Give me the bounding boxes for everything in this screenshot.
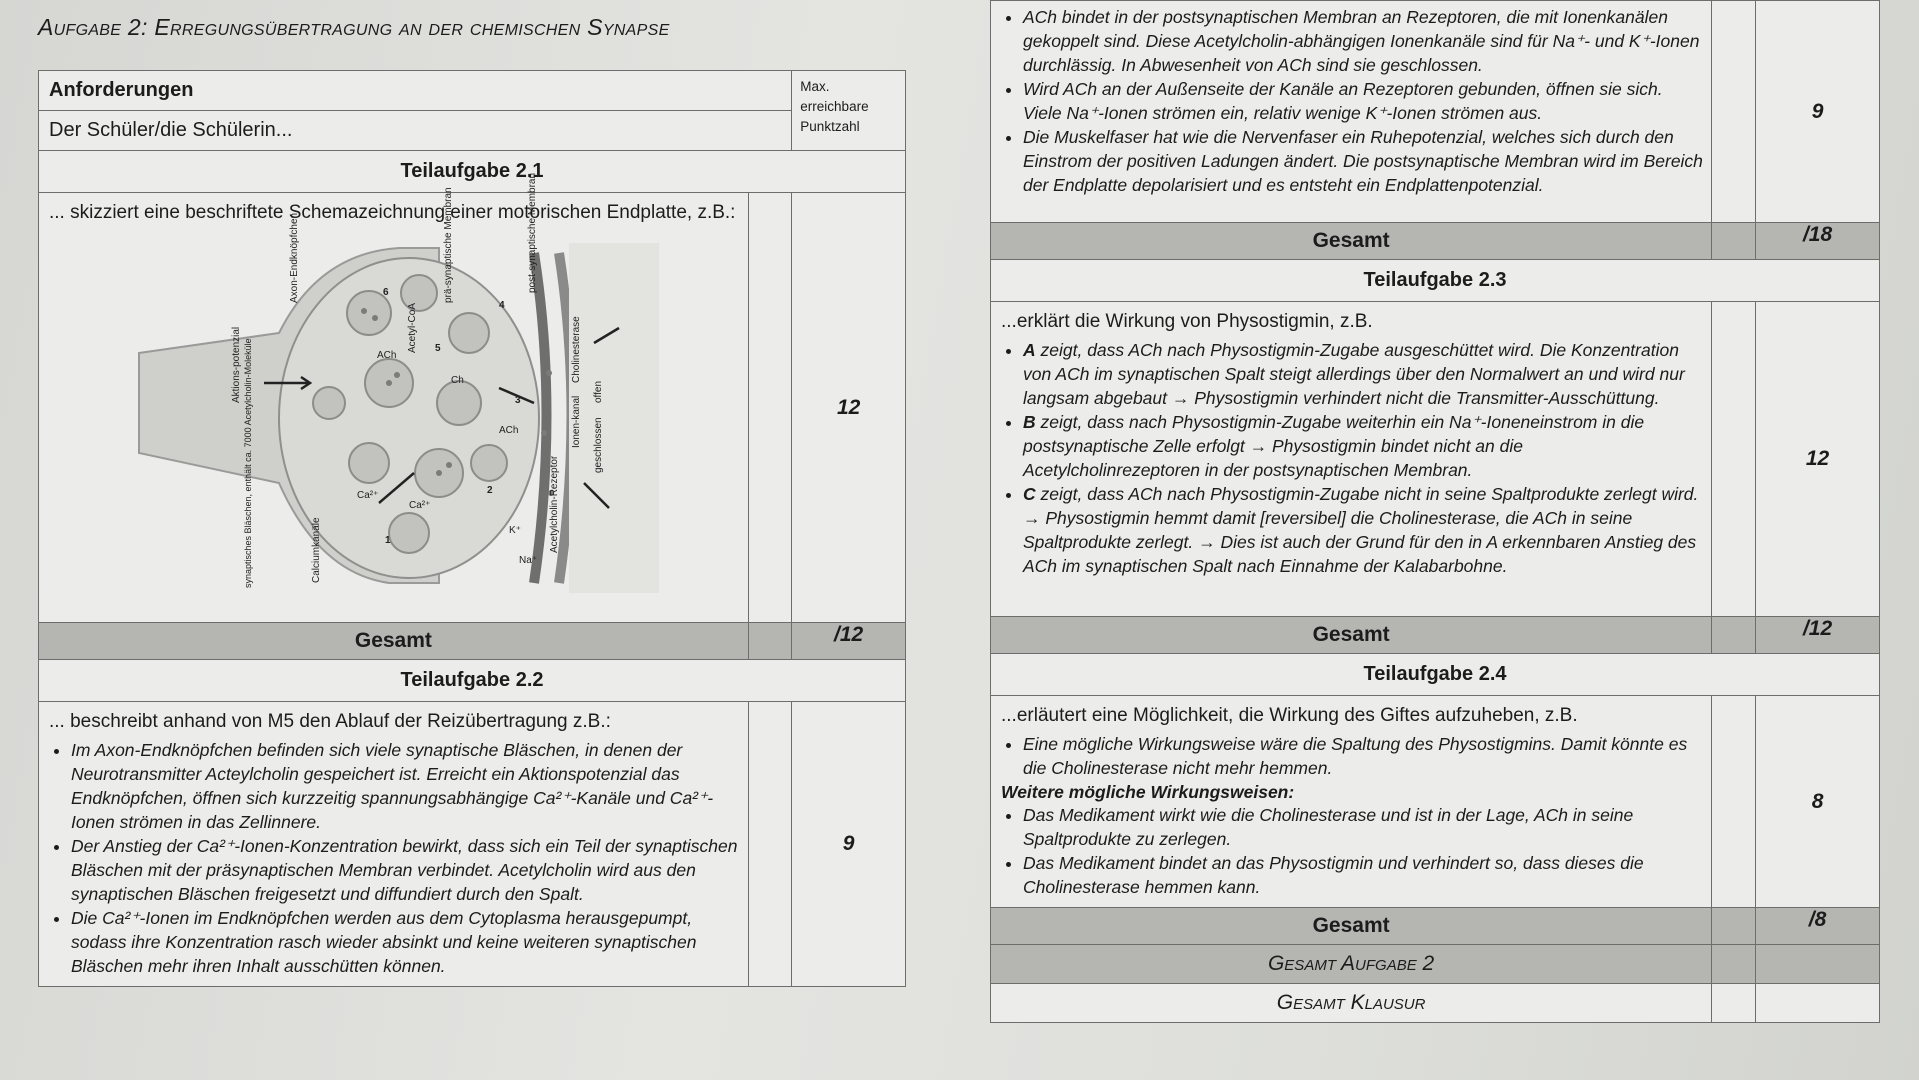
t24-intro: ...erläutert eine Möglichkeit, die Wirkung des Giftes aufzuheben, z.B. xyxy=(1001,705,1578,726)
marker-5: 5 xyxy=(435,343,441,354)
t22-item: • Der Anstieg der Ca²⁺-Ionen-Konzentration bewirkt, dass sich ein Teil der synaptischen Bläschen mit der präsynaptischen Membran verbindet. Acetylcholin wird aus den synaptischen Bläschen freigesetzt und diffundiert durch den Spalt. xyxy=(71,834,740,906)
label-praesynaptisch: prä-synaptische Membran xyxy=(443,187,454,303)
t22-gesamt: Gesamt xyxy=(991,223,1712,260)
page-title: Aufgabe 2: Erregungsübertragung an der chemischen Synapse xyxy=(38,14,670,40)
t22-list xyxy=(39,738,748,986)
t23-intro: ...erklärt die Wirkung von Physostigmin, z.B. xyxy=(1001,311,1373,332)
label-ch: Ch xyxy=(451,375,464,386)
label-k: K⁺ xyxy=(509,525,521,536)
t24-score: /8 xyxy=(1756,908,1880,945)
t22-right-item: • ACh bindet in der postsynaptischen Membran an Rezeptoren, die mit Ionenkanälen gekoppelt sind. Diese Acetylcholin-abhängigen Ionenkanäle sind für Na⁺- und K⁺-Ionen durchlässig. In Abwesenheit von ACh sind sie geschlossen. xyxy=(1023,5,1703,77)
t23-gesamt: Gesamt xyxy=(991,617,1712,654)
t23-item: • C zeigt, dass ACh nach Physostigmin-Zugabe nicht in seine Spaltprodukte zerlegt wird. → Physostigmin hemmt damit [reversibel] die Cholinesterase, die ACh in seine Spaltprodukte zerlegt. → Dies ist auch der Grund für den in A erkennbaren Anstieg des ACh im synaptischen Spalt nach Einnahme der Kalabarbohne. xyxy=(1023,482,1703,578)
label-vesicle: synaptisches Bläschen, enthält ca. 7000 Acetylcholin-Moleküle xyxy=(243,338,253,588)
label-ca-1: Ca²⁺ xyxy=(357,490,379,501)
t21-spacer xyxy=(748,193,792,623)
label-acetylcoa: Acetyl-CoA xyxy=(407,302,418,353)
label-ionenkanal: Ionen-kanal xyxy=(571,395,582,448)
label-ca-2: Ca²⁺ xyxy=(409,500,431,511)
t23-list xyxy=(991,338,1711,586)
label-aktionspotenzial: Aktions-potenzial xyxy=(231,326,242,403)
t24-points: 8 xyxy=(1756,696,1880,908)
t24-item: • Das Medikament bindet an das Physostigmin und verhindert so, dass dieses die Cholinesterase hemmen kann. xyxy=(1023,851,1703,899)
label-na: Na⁺ xyxy=(519,555,538,566)
t22-points-left: 9 xyxy=(792,702,906,987)
t22-spacer xyxy=(748,702,792,987)
t21-intro: ... skizziert eine beschriftete Schemazeichnung einer motorischen Endplatte, z.B.: xyxy=(49,202,736,223)
marker-3: 3 xyxy=(515,395,521,406)
t21-score: /12 xyxy=(792,623,906,660)
teilaufgabe-2-4-heading: Teilaufgabe 2.4 xyxy=(991,654,1880,696)
right-grading-table xyxy=(990,0,1880,1023)
t22-continued xyxy=(991,1,1712,223)
label-ach-1: ACh xyxy=(377,350,397,361)
t22-item: • Im Axon-Endknöpfchen befinden sich viele synaptische Bläschen, in denen der Neurotransmitter Acteylcholin gespeichert ist. Erreicht ein Aktionspotenzial das Endknöpfchen, öffnen sich kurzzeitig spannungsabhängige Ca²⁺-Kanäle und Ca²⁺-Ionen strömen in das Zellinnere. xyxy=(71,738,740,834)
t23-content xyxy=(991,302,1712,617)
t24-item: • Eine mögliche Wirkungsweise wäre die Spaltung des Physostigmins. Damit könnte es die Cholinesterase nicht mehr hemmen. xyxy=(1023,732,1703,780)
t24-list-1 xyxy=(991,732,1711,782)
marker-2: 2 xyxy=(487,485,493,496)
label-offen: offen xyxy=(593,380,604,403)
label-ach-2: ACh xyxy=(499,425,519,436)
gesamt-aufgabe-2: Gesamt Aufgabe 2 xyxy=(991,945,1712,984)
t23-score: /12 xyxy=(1756,617,1880,654)
t23-item: • A zeigt, dass ACh nach Physostigmin-Zugabe ausgeschüttet wird. Die Konzentration von ACh im synaptischen Spalt steigt allerdings über den Normalwert an und wird nur langsam abgebaut → Physostigmin verhindert nicht die Transmitter-Ausschüttung. xyxy=(1023,338,1703,410)
t24-more-heading: Weitere mögliche Wirkungsweisen: xyxy=(1001,782,1295,802)
t21-points: 12 xyxy=(792,193,906,623)
t22-score: /18 xyxy=(1756,223,1880,260)
t22-right-item: • Wird ACh an der Außenseite der Kanäle an Rezeptoren gebunden, öffnen sie sich. Viele Na⁺-Ionen strömen ein, relativ wenige K⁺-Ionen strömen aus. xyxy=(1023,77,1703,125)
t22-item: • Die Ca²⁺-Ionen im Endknöpfchen werden aus dem Cytoplasma herausgepumpt, sodass ihre Konzentration rasch wieder absinkt und keine weiteren synaptischen Bläschen mehr ihren Inhalt ausschütten können. xyxy=(71,906,740,978)
muscle-fiber xyxy=(569,243,659,593)
left-grading-table xyxy=(38,70,906,987)
label-axon: Axon-Endknöpfchen xyxy=(289,212,300,303)
t22-content xyxy=(39,702,749,987)
t22-right-item: • Die Muskelfaser hat wie die Nervenfaser ein Ruhepotenzial, welches sich durch den Einstrom der positiven Ladungen ändert. Die postsynaptische Membran wird im Bereich der Endplatte depolarisiert und es entsteht ein Endplattenpotenzial. xyxy=(1023,125,1703,197)
label-calcium: Calciumkanäle xyxy=(311,517,322,583)
gesamt-klausur: Gesamt Klausur xyxy=(991,984,1712,1023)
marker-1: 1 xyxy=(385,535,391,546)
teilaufgabe-2-1-heading: Teilaufgabe 2.1 xyxy=(39,151,906,193)
teilaufgabe-2-3-heading: Teilaufgabe 2.3 xyxy=(991,260,1880,302)
t24-item: • Das Medikament wirkt wie die Cholinesterase und ist in der Lage, ACh in seine Spaltprodukte zu zerlegen. xyxy=(1023,803,1703,851)
marker-6: 6 xyxy=(383,287,389,298)
label-cholinesterase: Cholinesterase xyxy=(571,316,582,383)
label-postsynaptisch: post-synaptische Membran xyxy=(527,172,538,293)
t21-gesamt: Gesamt xyxy=(39,623,749,660)
label-geschlossen: geschlossen xyxy=(593,417,604,473)
t24-list-2 xyxy=(991,803,1711,907)
t22-points-right: 9 xyxy=(1756,1,1880,223)
label-rezeptor: Acetylcholin-Rezeptor xyxy=(549,455,560,553)
max-points-header: Max. erreichbare Punktzahl xyxy=(792,71,906,151)
t21-content xyxy=(39,172,749,623)
t22-right-list xyxy=(991,1,1711,205)
t22-intro: ... beschreibt anhand von M5 den Ablauf der Reizübertragung z.B.: xyxy=(49,711,611,732)
t23-points: 12 xyxy=(1756,302,1880,617)
marker-4: 4 xyxy=(499,300,505,311)
schueler-header: Der Schüler/die Schülerin... xyxy=(39,111,792,151)
teilaufgabe-2-2-heading: Teilaufgabe 2.2 xyxy=(39,660,906,702)
anforderungen-header: Anforderungen xyxy=(39,71,792,111)
t24-gesamt: Gesamt xyxy=(991,908,1712,945)
t24-content xyxy=(991,696,1712,908)
t23-item: • B zeigt, dass nach Physostigmin-Zugabe weiterhin ein Na⁺-Ioneneinstrom in die postsynaptische Zelle erfolgt → Physostigmin bindet nicht an die Acetylcholinrezeptoren in der postsynaptischen Membran. xyxy=(1023,410,1703,482)
